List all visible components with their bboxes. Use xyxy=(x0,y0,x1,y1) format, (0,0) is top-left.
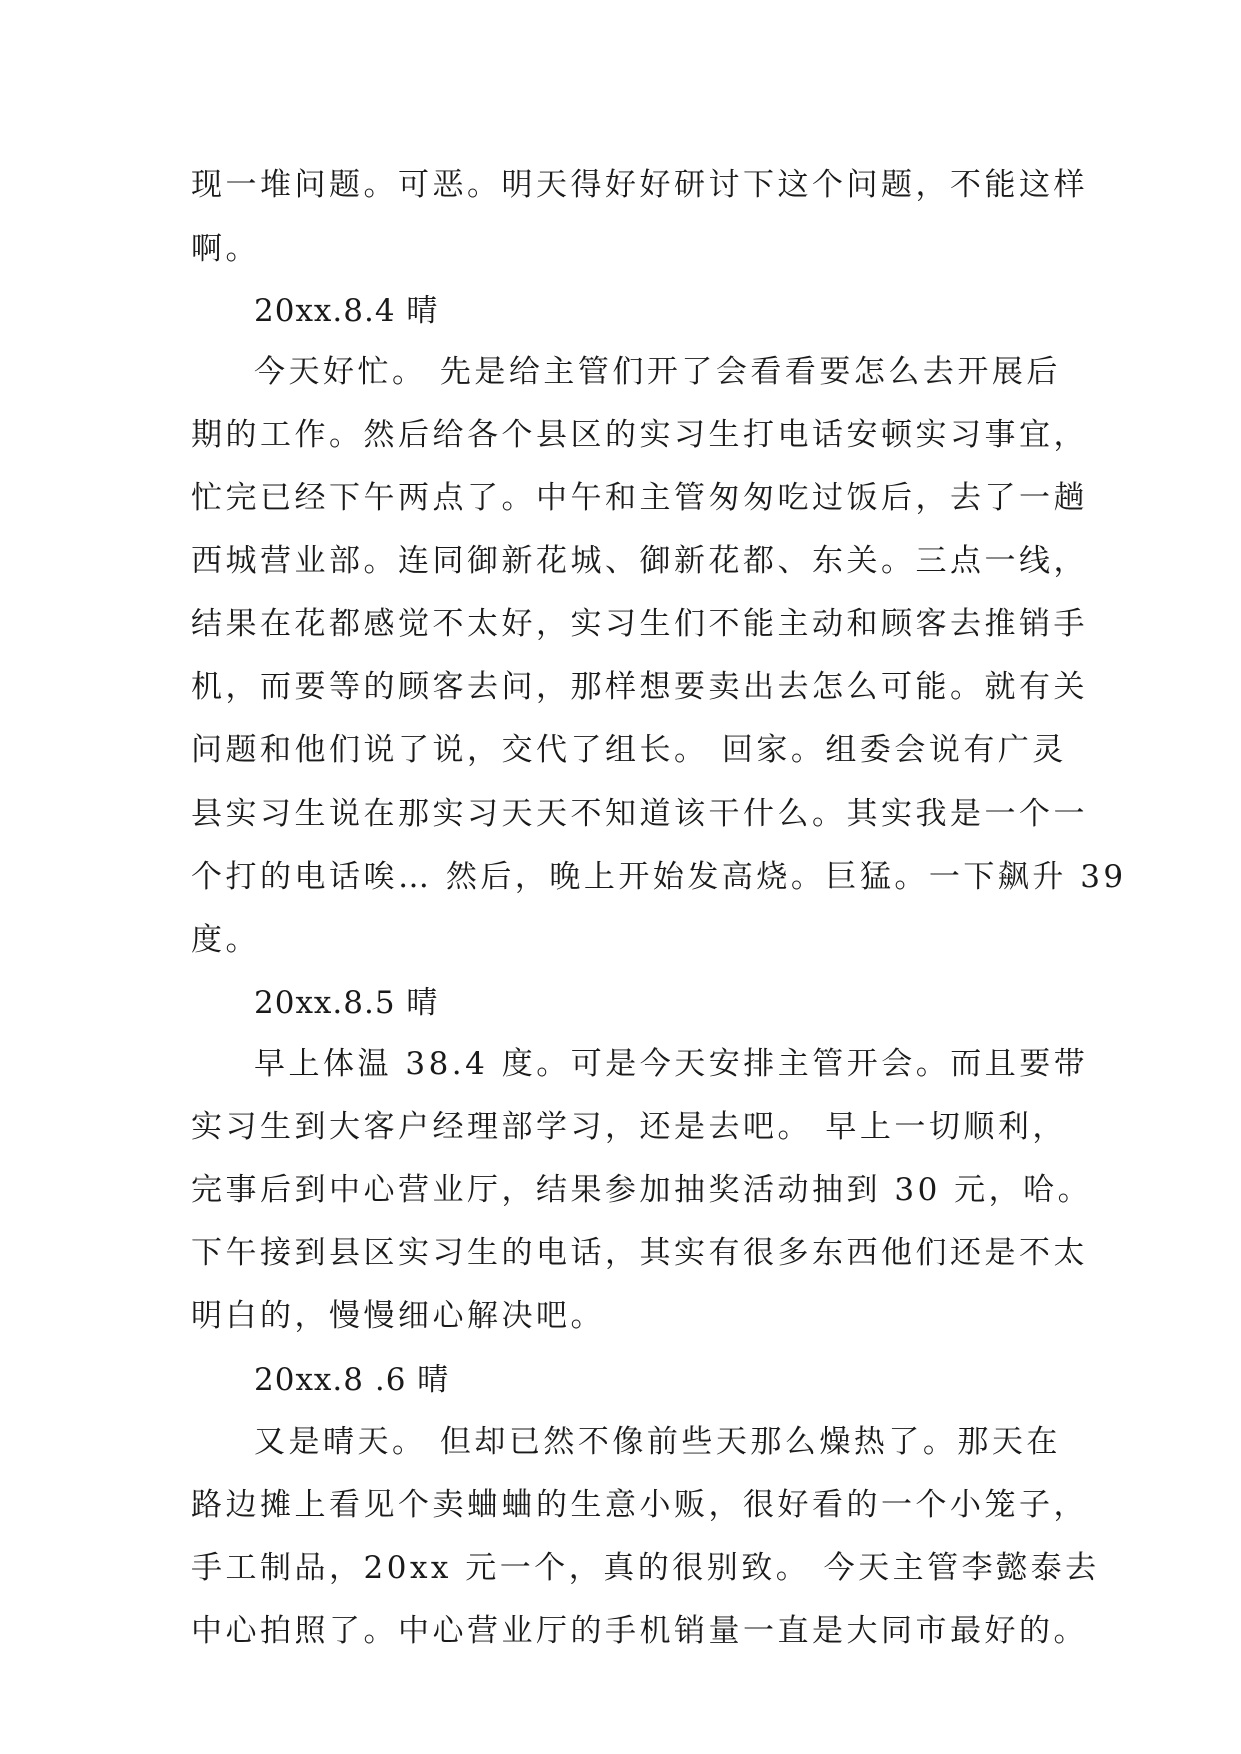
text-line: 忙完已经下午两点了。中午和主管匆匆吃过饭后，去了一趟 xyxy=(191,480,1088,516)
text-line: 路边摊上看见个卖蛐蛐的生意小贩，很好看的一个小笼子， xyxy=(191,1487,1088,1523)
text-line: 结果在花都感觉不太好，实习生们不能主动和顾客去推销手 xyxy=(191,606,1088,642)
text-line: 实习生到大客户经理部学习，还是去吧。 早上一切顺利， xyxy=(191,1109,1067,1145)
text-line: 啊。 xyxy=(191,231,260,267)
date-heading: 20xx.8.4 晴 xyxy=(254,293,439,329)
text-line: 中心拍照了。中心营业厅的手机销量一直是大同市最好的。 xyxy=(191,1613,1088,1649)
date-heading: 20xx.8.5 晴 xyxy=(254,985,439,1021)
text-line: 现一堆问题。可恶。明天得好好研讨下这个问题，不能这样 xyxy=(191,167,1088,203)
text-line: 个打的电话唉… 然后，晚上开始发高烧。巨猛。一下飙升 39 xyxy=(191,859,1127,895)
text-line: 手工制品，20xx 元一个，真的很别致。 今天主管李懿泰去 xyxy=(191,1550,1100,1586)
text-line: 机，而要等的顾客去问，那样想要卖出去怎么可能。就有关 xyxy=(191,669,1088,705)
text-line: 完事后到中心营业厅，结果参加抽奖活动抽到 30 元，哈。 xyxy=(191,1172,1093,1208)
text-line: 期的工作。然后给各个县区的实习生打电话安顿实习事宜， xyxy=(191,417,1088,453)
text-line: 下午接到县区实习生的电话，其实有很多东西他们还是不太 xyxy=(191,1235,1088,1271)
text-line: 度。 xyxy=(191,922,260,958)
paragraph-first-line: 早上体温 38.4 度。可是今天安排主管开会。而且要带 xyxy=(254,1046,1089,1082)
paragraph-first-line: 又是晴天。 但却已然不像前些天那么燥热了。那天在 xyxy=(254,1424,1061,1460)
text-line: 县实习生说在那实习天天不知道该干什么。其实我是一个一 xyxy=(191,796,1088,832)
text-line: 问题和他们说了说，交代了组长。 回家。组委会说有广灵 xyxy=(191,732,1067,768)
text-line: 明白的，慢慢细心解决吧。 xyxy=(191,1298,605,1334)
text-line: 西城营业部。连同御新花城、御新花都、东关。三点一线， xyxy=(191,543,1088,579)
date-heading: 20xx.8 .6 晴 xyxy=(254,1362,450,1398)
paragraph-first-line: 今天好忙。 先是给主管们开了会看看要怎么去开展后 xyxy=(254,354,1061,390)
